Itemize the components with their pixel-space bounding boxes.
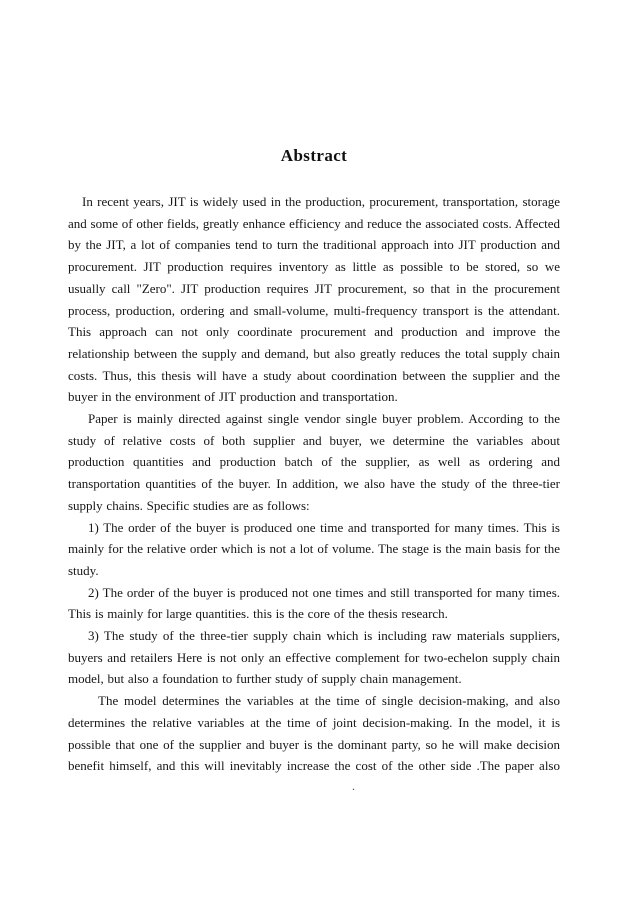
paragraph-study-2: 2) The order of the buyer is produced not one times and still transported for many times. This is mainly for large quantities. this is the core of the thesis research.	[68, 584, 560, 622]
paragraph-scope: Paper is mainly directed against single vendor single buyer problem. According to the study of relative costs of both supplier and buyer, we determine the variables about production quantities and production batch of the supplier, as well as ordering and transportation quantities of the buyer. In addition, we also have the study of the three-tier supply chains. Specific studies are as follows:	[68, 411, 560, 513]
paragraph-intro: In recent years, JIT is widely used in the production, procurement, transportation, storage and some of other fields, greatly enhance efficiency and reduce the associated costs. Affected by the JIT, a lot of companies tend to turn the traditional approach into JIT production and procurement. JIT production requires inventory as little as possible to be stored, so we usually call "Zero". JIT production requires JIT procurement, so that in the procurement process, production, ordering and small-volume, multi-frequency transport is the attendant. This approach can not only coordinate procurement and production and improve the relationship between the supply and demand, but also greatly reduces the total supply chain costs. Thus, this thesis will have a study about coordination between the supplier and the buyer in the environment of JIT production and transportation.	[68, 194, 560, 405]
paragraph-study-1: 1) The order of the buyer is produced one time and transported for many times. This is mainly for the relative order which is not a lot of volume. The stage is the main basis for the study.	[68, 519, 560, 578]
page-title: Abstract	[280, 146, 348, 165]
paragraph-study-3: 3) The study of the three-tier supply chain which is including raw materials suppliers, buyers and retailers Here is not only an effective complement for two-echelon supply chain model, but also a foundation to further study of supply chain management.	[68, 628, 560, 687]
stray-period-mark: .	[352, 779, 355, 793]
abstract-body	[68, 191, 560, 777]
paragraph-model: The model determines the variables at the time of single decision-making, and also determines the relative variables at the time of joint decision-making. In the model, it is possible that one of the supplier and buyer is the dominant party, so he will make decision benefit himself, and this will inevitably increase the cost of the other side .The paper also	[68, 693, 560, 774]
